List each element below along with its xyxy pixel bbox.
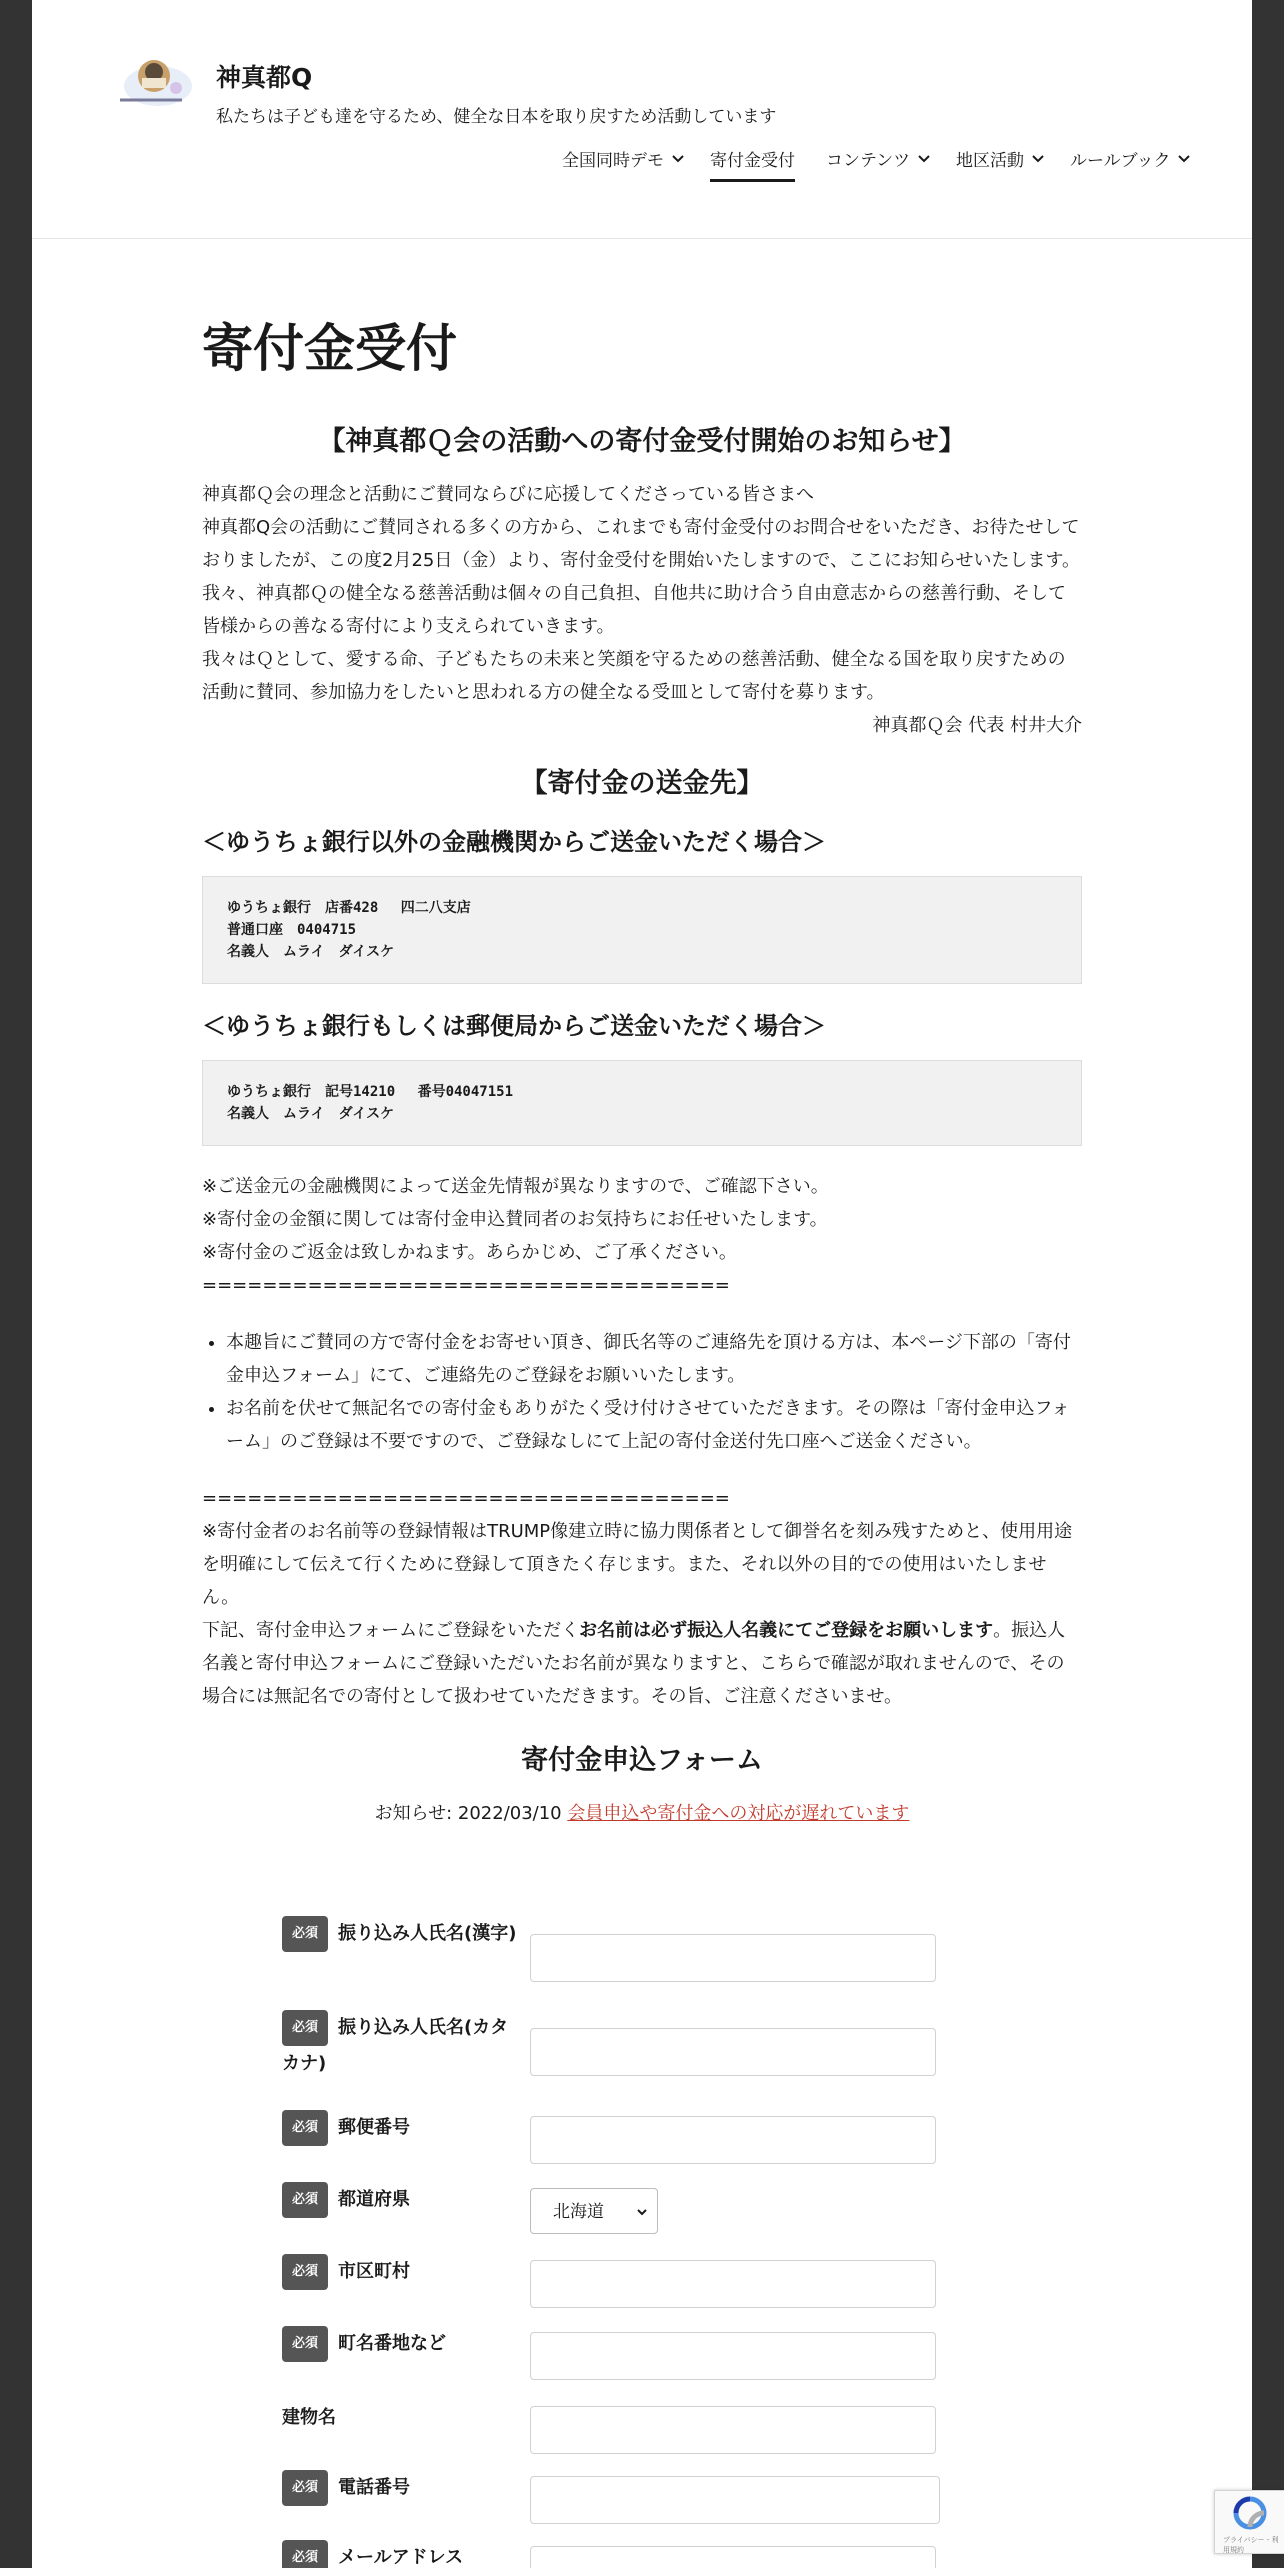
field-label-text: 振り込み人氏名(カタカナ) — [282, 2017, 509, 2074]
form-row — [282, 2254, 982, 2302]
note-item: ※寄付金の金額に関しては寄付金申込賛同者のお気持ちにお任せいたします。 — [202, 1209, 828, 1230]
site-logo[interactable] — [112, 52, 196, 112]
chevron-down-icon — [637, 2189, 647, 2235]
chevron-down-icon — [1032, 148, 1044, 168]
prefecture-select[interactable] — [530, 2188, 658, 2234]
nav-item-label: 全国同時デモ — [562, 151, 664, 171]
name-katakana-input[interactable] — [530, 2028, 936, 2076]
form-row — [282, 2400, 982, 2448]
other-bank-details: ゆうちょ銀行 店番428 四二八支店 普通口座 0404715 名義人 ムライ ダイスケ — [202, 876, 1082, 984]
required-badge: 必須 — [282, 2326, 328, 2362]
form-row — [282, 2010, 982, 2082]
recaptcha-icon — [1215, 2491, 1284, 2535]
form-instruction — [202, 1614, 1082, 1713]
recaptcha-badge[interactable] — [1214, 2490, 1284, 2554]
page — [32, 0, 1252, 2568]
field-label-text: メールアドレス — [338, 2547, 464, 2568]
required-badge: 必須 — [282, 2540, 328, 2568]
list-item: • 本趣旨にご賛同の方で寄付金をお寄せい頂き、御氏名等のご連絡先を頂ける方は、本ページ下部の「寄付金申込フォーム」にて、ご連絡先のご登録をお願いいたします。 — [226, 1326, 1082, 1392]
street-address-input[interactable] — [530, 2332, 936, 2380]
field-label-text: 市区町村 — [338, 2261, 410, 2282]
site-description: 私たちは子ども達を守るため、健全な日本を取り戻すため活動しています — [216, 107, 777, 127]
nav-item-label: 寄付金受付 — [710, 151, 795, 171]
field-label — [282, 2182, 522, 2218]
instruction-emphasis: お名前は必ず振込人名義にてご登録をお願いします — [579, 1620, 994, 1641]
intro-paragraph: 我々、神真都Ｑの健全なる慈善活動は個々の自己負担、自他共に助け合う自由意志からの慈善行動、そして皆様からの善なる寄付により支えられていきます。 — [202, 583, 1066, 637]
separator-line: =================================== — [202, 1488, 730, 1509]
signature: 神真都Ｑ会 代表 村井大介 — [872, 715, 1082, 736]
form-row — [282, 2110, 982, 2158]
instruction-text: 下記、寄付金申込フォームにご登録をいただく — [202, 1620, 580, 1641]
bullet-list — [202, 1326, 1082, 1458]
intro-paragraph: 我々はＱとして、愛する命、子どもたちの未来と笑顔を守るための慈善活動、健全なる国を取り戻すための活動に賛同、参加協力をしたいと思われる方の健全なる受皿として寄付を募ります。 — [202, 649, 1066, 703]
separator-line: =================================== — [202, 1275, 730, 1296]
field-label-text: 振り込み人氏名(漢字) — [338, 1923, 517, 1944]
nav-item-label: コンテンツ — [826, 151, 911, 171]
field-label — [282, 2470, 522, 2506]
site-title[interactable]: 神真都Q — [216, 63, 313, 92]
nav-item-label: 地区活動 — [956, 151, 1024, 171]
notice-heading: 【神真都Ｑ会の活動への寄付金受付開始のお知らせ】 — [318, 426, 966, 457]
form-row — [282, 2540, 982, 2568]
form-notice — [202, 1797, 1082, 1830]
form-title: 寄付金申込フォーム — [521, 1745, 763, 1776]
field-label-text: 町名番地など — [338, 2333, 446, 2354]
field-label — [282, 2326, 522, 2362]
field-label — [282, 1916, 522, 1952]
note-item: ※ご送金元の金融機関によって送金先情報が異なりますので、ご確認下さい。 — [202, 1176, 829, 1197]
field-label — [282, 2540, 522, 2568]
field-label — [282, 2254, 522, 2290]
intro-paragraph: 神真都Ｑ会の理念と活動にご賛同ならびに応援してくださっている皆さまへ — [202, 484, 814, 505]
nav-item-rulebook[interactable] — [1070, 146, 1190, 179]
required-badge: 必須 — [282, 2110, 328, 2146]
email-input[interactable] — [530, 2546, 936, 2568]
postal-code-input[interactable] — [530, 2116, 936, 2164]
chevron-down-icon — [918, 148, 930, 168]
page-title: 寄付金受付 — [202, 320, 458, 379]
nav-item-donation[interactable] — [710, 146, 795, 182]
recaptcha-text: プライバシー - 利用規約 — [1223, 2536, 1279, 2554]
name-kanji-input[interactable] — [530, 1934, 936, 1982]
instruction-text: 。振込人名義と寄付申込フォームにご登録いただいたお名前が異なりますと、こちらで確認が取れませんので、その場合には無記名での寄付として扱わせていただきます。その旨、ご注意くださいませ。 — [202, 1620, 1066, 1707]
required-badge: 必須 — [282, 1916, 328, 1952]
field-label-text: 建物名 — [282, 2407, 336, 2428]
form-notice-link[interactable]: 会員申込や寄付金への対応が遅れています — [567, 1803, 910, 1824]
required-badge: 必須 — [282, 2254, 328, 2290]
required-badge: 必須 — [282, 2010, 328, 2046]
form-row — [282, 2470, 982, 2518]
main-content — [202, 320, 1082, 1846]
chevron-down-icon — [672, 148, 684, 168]
chevron-down-icon — [1178, 148, 1190, 168]
city-input[interactable] — [530, 2260, 936, 2308]
field-label-text: 都道府県 — [338, 2189, 410, 2210]
phone-input[interactable] — [530, 2476, 940, 2524]
field-label-text: 郵便番号 — [338, 2117, 410, 2138]
required-badge: 必須 — [282, 2470, 328, 2506]
field-label — [282, 2010, 522, 2082]
nav-item-regional[interactable] — [956, 146, 1044, 179]
note-item: ※寄付金のご返金は致しかねます。あらかじめ、ご了承ください。 — [202, 1242, 737, 1263]
field-label — [282, 2400, 522, 2436]
nav-item-label: ルールブック — [1070, 151, 1171, 171]
required-badge: 必須 — [282, 2182, 328, 2218]
field-label-text: 電話番号 — [338, 2477, 410, 2498]
yucho-heading: ＜ゆうちょ銀行もしくは郵便局からご送金いただく場合＞ — [202, 1012, 826, 1040]
yucho-details: ゆうちょ銀行 記号14210 番号04047151 名義人 ムライ ダイスケ — [202, 1060, 1082, 1146]
list-item: • お名前を伏せて無記名での寄付金もありがたく受け付けさせていただきます。その際は「寄付金申込フォーム」のご登録は不要ですので、ご登録なしにて上記の寄付金送付先口座へご送金ください。 — [226, 1392, 1082, 1458]
building-input[interactable] — [530, 2406, 936, 2454]
form-row — [282, 1916, 982, 1988]
registration-note: ※寄付金者のお名前等の登録情報はTRUMP像建立時に協力関係者として御誉名を刻み残すためと、使用用途を明確にして伝えて行くために登録して頂きたく存じます。また、それ以外の目的での使用はいたしません。 — [202, 1521, 1073, 1608]
form-notice-text: お知らせ: 2022/03/10 — [374, 1803, 568, 1824]
nav-item-demo[interactable] — [562, 146, 684, 179]
other-bank-heading: ＜ゆうちょ銀行以外の金融機関からご送金いただく場合＞ — [202, 828, 826, 856]
nav-item-contents[interactable] — [826, 146, 930, 179]
prefecture-value: 北海道 — [553, 2202, 604, 2222]
field-label — [282, 2110, 522, 2146]
intro-paragraph: 神真都Q会の活動にご賛同される多くの方から、これまでも寄付金受付のお問合せをいただき、お待たせしておりましたが、この度2月25日（金）より、寄付金受付を開始いたしますので、ここにお知らせいたします。 — [202, 517, 1081, 571]
form-row — [282, 2182, 982, 2230]
header-divider — [32, 238, 1252, 239]
remit-heading: 【寄付金の送金先】 — [520, 768, 764, 799]
form-row — [282, 2326, 982, 2374]
